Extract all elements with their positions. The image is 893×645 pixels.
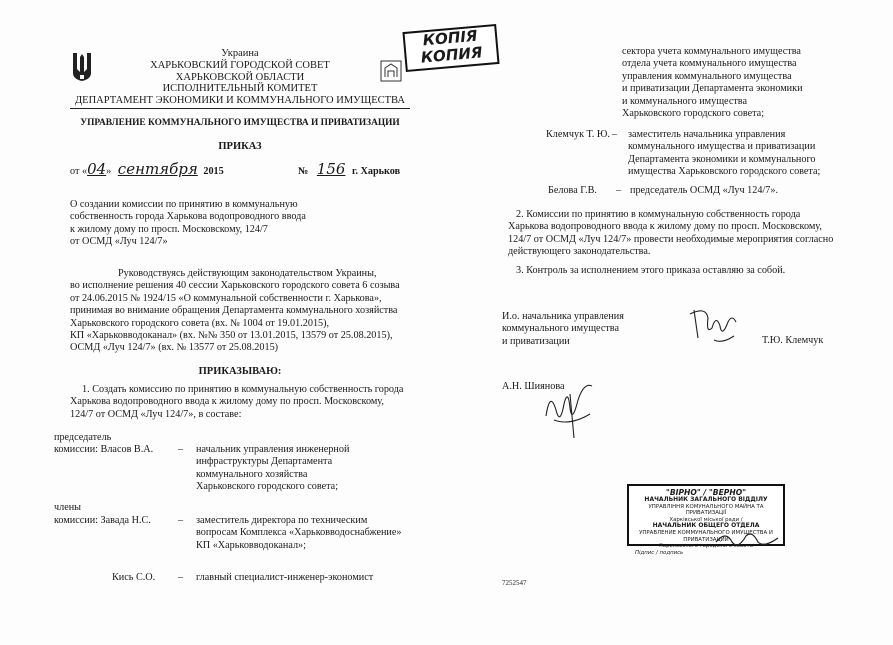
country: Украина (221, 48, 259, 59)
right-continuation: сектора учета коммунального имущества отдела учета коммунального имущества управления коммунального имущества и приватизации Департамента экономики и коммунального имущества Харьковского городского совета; (622, 46, 803, 120)
executor-signature-scribble (540, 376, 600, 442)
doc-type: ПРИКАЗ (218, 141, 262, 152)
member-kis-dash: – (178, 572, 184, 583)
verno-stamp: "ВІРНО" / "ВЕРНО" НАЧАЛЬНИК ЗАГАЛЬНОГО ВІДДІЛУ УПРАВЛІННЯ КОМУНАЛЬНОГО МАЙНА ТА ПРИВАТИЗАЦІЇ Харківської міської ради / НАЧАЛЬНИК ОБЩЕГО ОТДЕЛА УПРАВЛЕНИЕ КОММУНАЛЬНОГО ИМУЩЕСТВА И ПРИВАТИЗАЦИИ Харьковского городского совета Підпис / подпись (627, 484, 785, 546)
division-title: УПРАВЛЕНИЕ КОММУНАЛЬНОГО ИМУЩЕСТВА И ПРИВАТИЗАЦИИ (80, 118, 400, 128)
order-year: 2015 (203, 166, 224, 177)
chairman-name: комиссии: Власов В.А. (54, 444, 154, 455)
document-code: 7252547 (502, 579, 527, 587)
small-emblem-stamp (380, 60, 402, 82)
council: ХАРЬКОВСКИЙ ГОРОДСКОЙ СОВЕТ (150, 59, 330, 71)
copy-stamp: КОПІЯ КОПИЯ (402, 24, 499, 72)
member-zavada-position: заместитель директора по техническим вопросам Комплекса «Харьковводоснабжение» КП «Харьковводоканал»; (196, 515, 402, 551)
member-belova-name: Белова Г.В. (548, 185, 597, 196)
signature-scribble (686, 304, 742, 348)
signatory-name: Т.Ю. Клемчук (762, 335, 824, 346)
order-city: г. Харьков (351, 166, 401, 177)
item1-block: 1. Создать комиссию по принятию в коммунальную собственность города Харькова водопроводного ввода к жилому дому по просп. Московскому, 124/7 от ОСМД «Луч 124/7», в составе: (70, 384, 404, 420)
member-belova-dash: – (616, 185, 622, 196)
chairman-position: начальник управления инженерной инфраструктуры Департамента коммунального хозяйства Харьковского городского совета; (196, 444, 350, 493)
member-kis-name: Кись С.О. (112, 572, 156, 583)
subject-block: О создании комиссии по принятию в коммунальную собственность города Харькова водопроводного ввода к жилому дому по просп. Московскому, 124/7 от ОСМД «Луч 124/7» (70, 199, 306, 248)
order-line (70, 160, 224, 178)
chairman-dash: – (178, 444, 184, 455)
region: ХАРЬКОВСКОЙ ОБЛАСТИ (175, 71, 305, 83)
member-klemchuk-position: заместитель начальника управления коммунального имущества и приватизации Департамента экономики и коммунального имущества Харьковского городского совета; (628, 129, 821, 178)
stamp-signature-scribble (712, 528, 782, 550)
member-zavada-dash: – (178, 515, 184, 526)
order-prefix: от « (70, 166, 88, 177)
member-klemchuk-name: Клемчук Т. Ю. (546, 129, 610, 140)
chairman-role: председатель (54, 432, 112, 443)
order-mid: » (106, 166, 112, 177)
order-no-label: № (298, 166, 309, 177)
item2-block: 2. Комиссии по принятию в коммунальную собственность города Харькова водопроводного ввода к жилому дому по просп. Московскому, 124/7 от ОСМД «Луч 124/7» провести необходимые мероприятия согласно действующего законодательства. (508, 209, 834, 258)
department: ДЕПАРТАМЕНТ ЭКОНОМИКИ И КОММУНАЛЬНОГО ИМУЩЕСТВА (75, 95, 405, 107)
member-belova-position: председатель ОСМД «Луч 124/7». (630, 185, 779, 196)
decree-title: ПРИКАЗЫВАЮ: (198, 366, 282, 377)
member-klemchuk-dash: – (612, 129, 618, 140)
signature-title: И.о. начальника управления коммунального имущества и приватизации (502, 311, 624, 347)
header-rule (70, 108, 410, 109)
order-number: 156 (316, 160, 346, 178)
order-day: 04 (87, 160, 107, 178)
committee: ИСПОЛНИТЕЛЬНЫЙ КОМИТЕТ (162, 83, 318, 95)
members-role: члены (54, 502, 82, 513)
member-kis-position: главный специалист-инженер-экономист (196, 572, 374, 583)
item3-text: 3. Контроль за исполнением этого приказа оставляю за собой. (516, 265, 786, 276)
executor-name: А.Н. Шиянова (502, 381, 565, 392)
member-zavada-name: комиссии: Завада Н.С. (54, 515, 151, 526)
letterhead (60, 48, 420, 107)
preamble-block: Руководствуясь действующим законодательством Украины, во исполнение решения 40 сессии Харьковского городского совета 6 созыва от 24.06.2015 № 1924/15 «О коммунальной собственности г. Харькова», принимая во внимание обращения Департамента коммунального хозяйства Харьковского городского совета (вх. № 1004 от 19.01.2015), КП «Харьковводоканал» (вх. №№ 350 от 13.01.2015, 13579 от 25.08.2015), ОСМД «Луч 124/7» (вх. № 13577 от 25.08.2015) (70, 268, 400, 354)
order-month: сентября (117, 160, 198, 178)
order-number-line (298, 160, 401, 178)
